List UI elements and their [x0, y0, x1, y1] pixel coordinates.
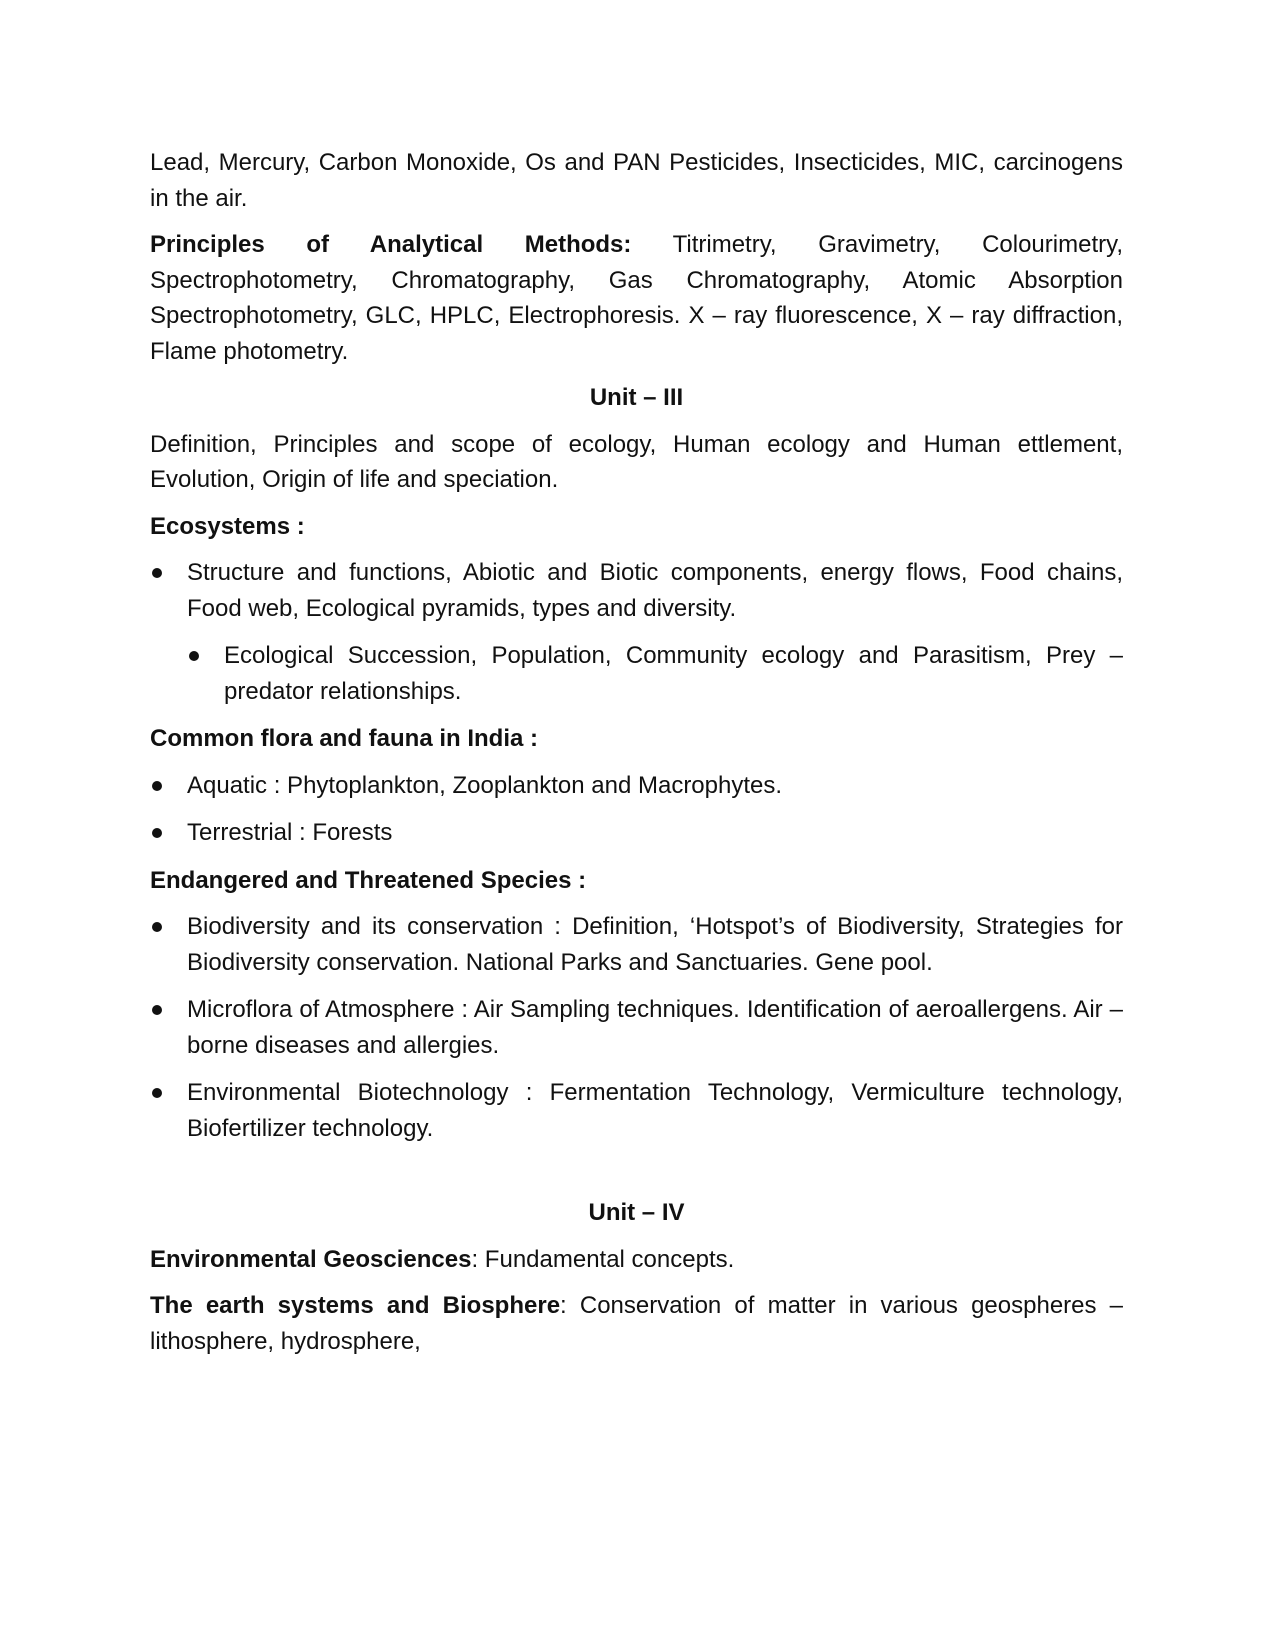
bullet-icon	[152, 1088, 162, 1098]
ecosystems-list	[150, 555, 1123, 626]
unit-4-title: Unit – IV	[588, 1199, 685, 1226]
endangered-list	[150, 909, 1123, 1146]
flora-fauna-heading: Common flora and fauna in India :	[150, 725, 539, 752]
list-item: Terrestrial : Forests	[150, 815, 1123, 851]
ecosystems-nested-list	[187, 638, 1123, 709]
bullet-icon	[152, 828, 162, 838]
list-item: Environmental Biotechnology : Fermentation Technology, Vermiculture technology, Biofertilizer technology.	[150, 1075, 1123, 1146]
bullet-icon	[152, 781, 162, 791]
bullet-icon	[189, 651, 199, 661]
intro-paragraph: Lead, Mercury, Carbon Monoxide, Os and PAN Pesticides, Insecticides, MIC, carcinogens in the air.	[150, 149, 1123, 212]
bullet-icon	[152, 568, 162, 578]
document-page	[150, 145, 1123, 1370]
analytical-methods-text: Titrimetry, Gravimetry, Colourimetry, Spectrophotometry, Chromatography, Gas Chromatography, Atomic Absorption Spectrophotometry, GLC, HPLC, Electrophoresis. X – ray fluorescence, X – ray diffraction, Flame photometry.	[150, 231, 1123, 365]
list-item: Microflora of Atmosphere : Air Sampling techniques. Identification of aeroallergens. Air – borne diseases and allergies.	[150, 992, 1123, 1063]
earth-systems-heading: The earth systems and Biosphere	[150, 1292, 561, 1319]
flora-fauna-list	[150, 768, 1123, 851]
ecosystems-heading: Ecosystems :	[150, 512, 305, 540]
bullet-icon	[152, 922, 162, 932]
endangered-heading: Endangered and Threatened Species :	[150, 866, 587, 894]
list-item: Structure and functions, Abiotic and Biotic components, energy flows, Food chains, Food web, Ecological pyramids, types and diversity.	[150, 555, 1123, 626]
unit-3-title: Unit – III	[589, 384, 684, 411]
analytical-methods-paragraph	[150, 227, 1123, 369]
analytical-methods-heading: Principles of Analytical Methods:	[150, 231, 632, 258]
geosciences-heading: Environmental Geosciences	[150, 1245, 472, 1273]
earth-systems-text: : Conservation of matter in various geospheres – lithosphere, hydrosphere,	[150, 1292, 1123, 1355]
bullet-icon	[152, 1005, 162, 1015]
list-item: Aquatic : Phytoplankton, Zooplankton and Macrophytes.	[150, 768, 1123, 804]
unit-3-definition: Definition, Principles and scope of ecology, Human ecology and Human ettlement, Evolution, Origin of life and speciation.	[150, 430, 1123, 493]
list-item: Ecological Succession, Population, Community ecology and Parasitism, Prey – predator relationships.	[187, 638, 1123, 709]
list-item: Biodiversity and its conservation : Definition, ‘Hotspot’s of Biodiversity, Strategies for Biodiversity conservation. National Parks and Sanctuaries. Gene pool.	[150, 909, 1123, 980]
geosciences-text: : Fundamental concepts.	[471, 1245, 735, 1273]
earth-systems-paragraph	[150, 1288, 1123, 1359]
geosciences-paragraph	[150, 1242, 1123, 1278]
section-spacer	[150, 1158, 1123, 1195]
